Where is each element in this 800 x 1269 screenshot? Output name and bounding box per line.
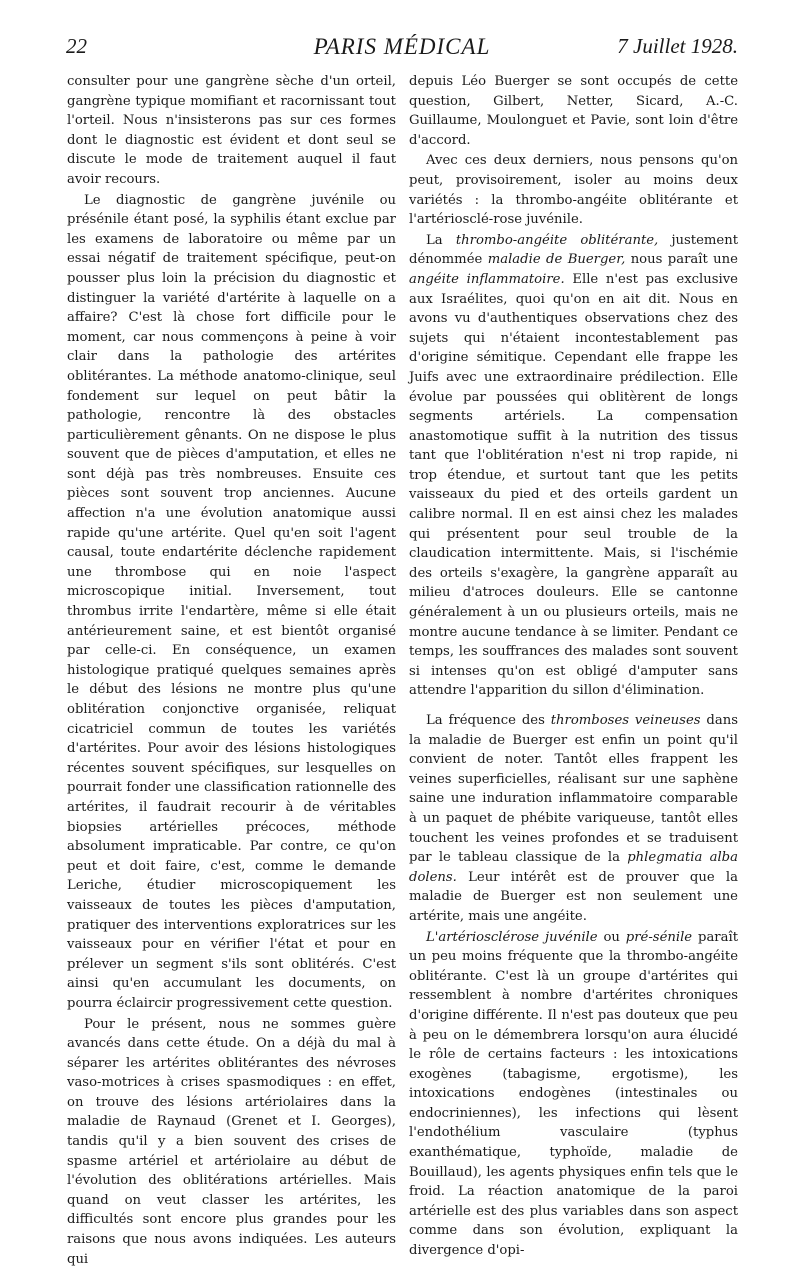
paragraph-arteriosclerose: L'artériosclérose juvénile ou pré-sénile paraît un peu moins fréquente que la thrombo-angéite oblitérante. C'est là un groupe d'artérites qui ressemblent à nombre d'artérites chroniques d'origine différente. Il n'est pas douteux que peu à peu on le démembrera lorsqu'on aura élucidé le rôle de certains facteurs : les intoxications exogènes (tabagisme, ergotisme), les intoxications endogènes (intestinales ou endocriniennes), les infections qui lèsent l'endothélium vasculaire (typhus exanthématique, typhoïde, maladie de Bouillaud), les agents physiques enfin tels que le froid. La réaction anatomique de la paroi artérielle est des plus variables dans son aspect comme dans son évolution, expliquant la divergence d'opi- [409,928,738,1261]
paragraph-present-study: Pour le présent, nous ne sommes guère avancés dans cette étude. On a déjà du mal à séparer les artérites oblitérantes des névroses vaso-motrices à crises spasmodiques : en effet, on trouve des lésions artériolaires dans la maladie de Raynaud (Grenet et I. Georges), tandis qu'il y a bien souvent des crises de spasme artériel et artériolaire au début de l'évolution des oblitérations artérielles. Mais quand on veut classer les artérites, les difficultés sont encore plus grandes pour les raisons que nous avons indiquées. Les auteurs qui [67,1015,396,1269]
paragraph-diagnostic: Le diagnostic de gangrène juvénile ou présénile étant posé, la syphilis étant exclue par les examens de laboratoire ou même par un essai négatif de traitement spécifique, peut-on pousser plus loin la précision du diagnostic et distinguer la variété d'artérite à laquelle on a affaire? C'est là chose fort difficile pour le moment, car nous commençons à peine à voir clair dans la pathologie des artérites oblitérantes. La méthode anatomo-clinique, seul fondement sur lequel on peut bâtir la pathologie, rencontre là des obstacles particulièrement gênants. On ne dispose le plus souvent que de pièces d'amputation, et elles ne sont déjà pas très nombreuses. Ensuite ces pièces sont souvent trop anciennes. Aucune affection n'a une évolution anatomique aussi rapide qu'une artérite. Quel qu'en soit l'agent causal, toute endartérite déclenche rapidement une thrombose qui en noie l'aspect microscopique initial. Inversement, tout thrombus irrite l'endartère, même si elle était antérieurement saine, et est bientôt organisé par celle-ci. En conséquence, un examen histologique pratiqué quelques semaines après le début des lésions ne montre plus qu'une oblitération conjonctive organisée, reliquat cicatriciel commun de toutes les variétés d'artérites. Pour avoir des lésions histologiques récentes souvent spécifiques, sur lesquelles on pourrait fonder une classification rationnelle des artérites, il faudrait recourir à de véritables biopsies artérielles précoces, méthode absolument impraticable. Par contre, ce qu'on peut et doit faire, c'est, comme le demande Leriche, étudier microscopiquement les vaisseaux de toutes les pièces d'amputation, pratiquer des interventions exploratrices sur les vaisseaux pour en vérifier l'état et pour en prélever un segment s'ils sont oblitérés. C'est ainsi qu'en accumulant les documents, on pourra éclaircir progressivement cette question. [67,191,396,1014]
page-header [66,30,738,64]
issue-date: 7 Juillet 1928. [617,34,738,59]
right-column [409,72,738,1261]
page-number: 22 [66,34,87,59]
left-column [67,72,396,1269]
paragraph-thromboses-veineuses: La fréquence des thromboses veineuses dans la maladie de Buerger est enfin un point qu'il convient de noter. Tantôt elles frappent les veines superficielles, réalisant sur une saphène saine une induration inflammatoire comparable à un paquet de phébite variqueuse, tantôt elles touchent les veines profondes et se traduisent par le tableau classique de la phlegmatia alba dolens. Leur intérêt est de prouver que la maladie de Buerger est non seulement une artérite, mais une angéite. [409,711,738,927]
paragraph-buerger-authors: depuis Léo Buerger se sont occupés de cette question, Gilbert, Netter, Sicard, A.-C. Guillaume, Moulonguet et Pavie, sont loin d'être d'accord. [409,72,738,150]
paragraph-continuation: consulter pour une gangrène sèche d'un orteil, gangrène typique momifiant et racornissant tout l'orteil. Nous n'insisterons pas sur ces formes dont le diagnostic est évident et dont seul se discute le mode de traitement auquel il faut avoir recours. [67,72,396,190]
journal-title: PARIS MÉDICAL [66,34,738,60]
paragraph-two-varieties: Avec ces deux derniers, nous pensons qu'on peut, provisoirement, isoler au moins deux variétés : la thrombo-angéite oblitérante et l'artériosclé-rose juvénile. [409,151,738,229]
paragraph-thrombo-angeite: La thrombo-angéite oblitérante, justement dénommée maladie de Buerger, nous paraît une angéite inflammatoire. Elle n'est pas exclusive aux Israélites, quoi qu'on en ait dit. Nous en avons vu d'authentiques observations chez des sujets qui n'étaient incontestablement pas d'origine sémitique. Cependant elle frappe les Juifs avec une extraordinaire prédilection. Elle évolue par poussées qui oblitèrent de longs segments artériels. La compensation anastomotique suffit à la nutrition des tissus tant que l'oblitération n'est ni trop rapide, ni trop étendue, et surtout tant que les petits vaisseaux du pied et des orteils gardent un calibre normal. Il en est ainsi chez les malades qui présentent pour seul trouble de la claudication intermittente. Mais, si l'ischémie des orteils s'exagère, la gangrène apparaît au milieu d'atroces douleurs. Elle se cantonne généralement à un ou plusieurs orteils, mais ne montre aucune tendance à se limiter. Pendant ce temps, les souffrances des malades sont souvent si intenses qu'on est obligé d'amputer sans attendre l'apparition du sillon d'élimination. [409,231,738,701]
